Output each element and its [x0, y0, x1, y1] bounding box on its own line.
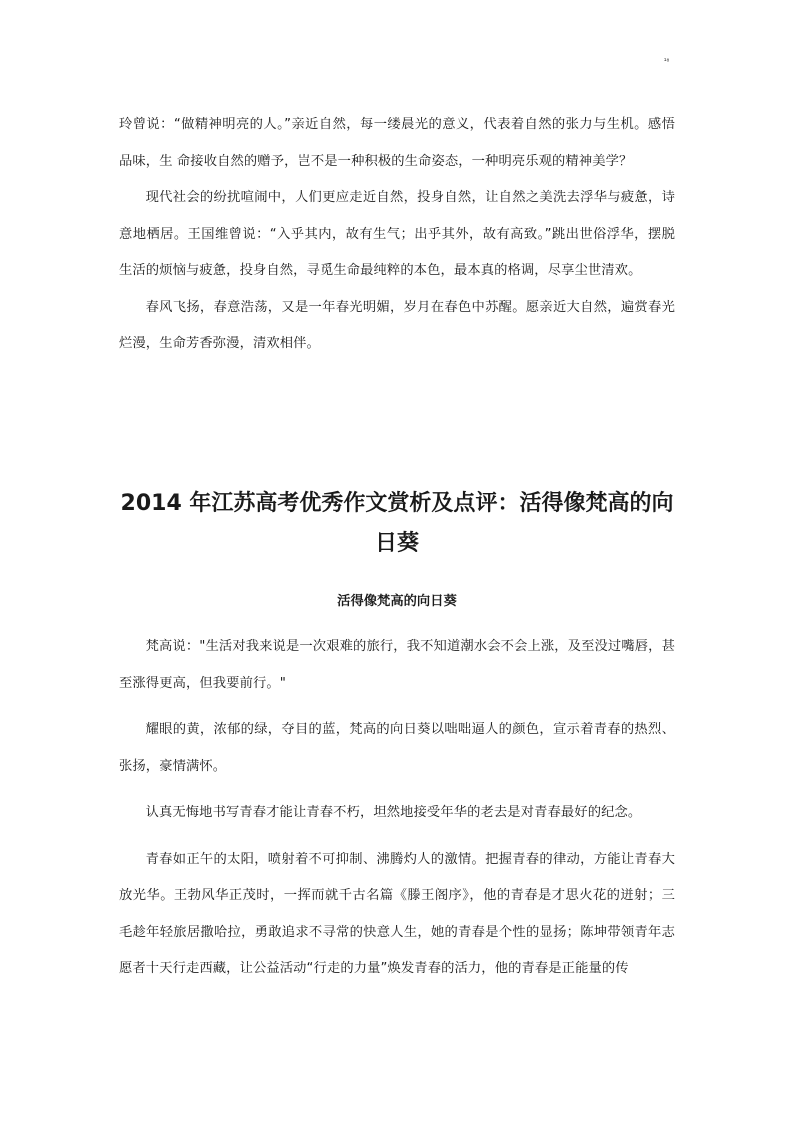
paragraph: 玲曾说：“做精神明亮的人。”亲近自然，每一缕晨光的意义，代表着自然的张力与生机。感悟品味，生 命接收自然的赠予，岂不是一种积极的生命姿态，一种明亮乐观的精神美学？ [119, 117, 675, 169]
article-title: 2014 年江苏高考优秀作文赏析及点评：活得像梵高的向日葵 [120, 491, 674, 556]
paragraph: 耀眼的黄，浓郁的绿，夺目的蓝，梵高的向日葵以咄咄逼人的颜色，宣示着青春的热烈、张扬，豪情满怀。 [119, 722, 675, 774]
paragraph: 认真无悔地书写青春才能让青春不朽，坦然地接受年华的老去是对青春最好的纪念。 [145, 805, 642, 820]
paragraph: 春风飞扬，春意浩荡，又是一年春光明媚，岁月在春色中苏醒。愿亲近大自然，遍赏春光烂漫，生命芳香弥漫，清欢相伴。 [119, 299, 675, 351]
article-subtitle: 活得像梵高的向日葵 [337, 594, 457, 609]
paragraph: 青春如正午的太阳，喷射着不可抑制、沸腾灼人的激情。把握青春的律动，方能让青春大放光华。王勃风华正茂时，一挥而就千古名篇《滕王阁序》，他的青春是才思火花的迸射；三毛趁年轻旅居撒哈拉，勇敢追求不寻常的快意人生，她的青春是个性的显扬；陈坤带领青年志愿者十天行走西藏，让公益活动“行走的力量”焕发青春的活力，他的青春是正能量的传 [119, 851, 675, 976]
section-continued-text [119, 107, 675, 363]
paragraph: 现代社会的纷扰喧闹中，人们更应走近自然，投身自然，让自然之美洗去浮华与疲惫，诗意地栖居。王国维曾说：“入乎其内，故有生气；出乎其外，故有高致。”跳出世俗浮华，摆脱生活的烦恼与疲惫，投身自然，寻觅生命最纯粹的本色，最本真的格调，尽享尘世清欢。 [119, 190, 675, 278]
article-body [119, 629, 675, 998]
page-mark: ¹⁸ [664, 58, 670, 65]
paragraph: 梵高说："生活对我来说是一次艰难的旅行，我不知道潮水会不会上涨，及至没过嘴唇，甚至涨得更高，但我要前行。" [119, 639, 675, 691]
